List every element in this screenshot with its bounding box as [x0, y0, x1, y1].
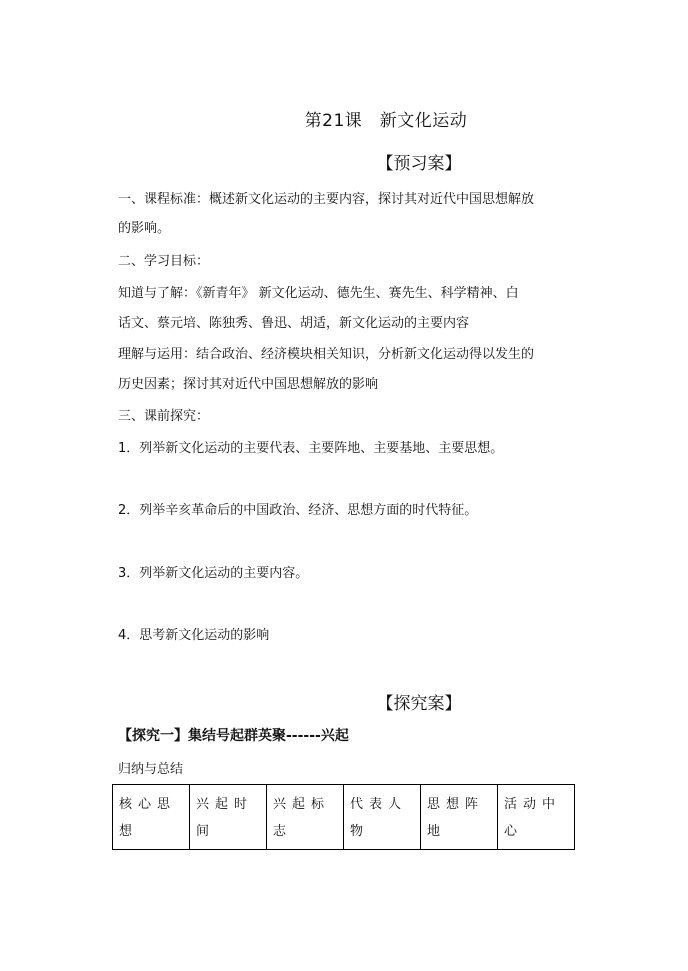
- goal-apply-line-2: 历史因素；探讨其对近代中国思想解放的影响: [118, 377, 379, 392]
- question-2: 2．列举辛亥革命后的中国政治、经济、思想方面的时代特征。: [118, 503, 478, 518]
- header-representatives: 代表人物: [344, 785, 421, 850]
- header-rise-time: 兴起时间: [190, 785, 267, 850]
- course-standard-line-2: 的影响。: [118, 221, 171, 236]
- lesson-title: 第21课 新文化运动: [304, 111, 468, 131]
- goals-heading: 二、学习目标：: [118, 254, 210, 269]
- explore-heading: 三、课前探究：: [118, 409, 210, 424]
- inquiry-one-title: 【探究一】集结号起群英聚------兴起: [118, 728, 349, 744]
- question-3: 3．列举新文化运动的主要内容。: [118, 566, 309, 581]
- header-rise-sign: 兴起标志: [267, 785, 344, 850]
- question-1: 1．列举新文化运动的主要代表、主要阵地、主要基地、主要思想。: [118, 441, 504, 456]
- goal-know-line-2: 话文、蔡元培、陈独秀、鲁迅、胡适，新文化运动的主要内容: [118, 316, 470, 331]
- header-core-thought: 核心思想: [113, 785, 190, 850]
- preview-heading: 【预习案】: [376, 154, 462, 174]
- summary-label: 归纳与总结: [118, 762, 184, 777]
- table-row: [113, 785, 575, 850]
- question-4: 4．思考新文化运动的影响: [118, 628, 270, 643]
- goal-apply-line-1: 理解与运用：结合政治、经济模块相关知识，分析新文化运动得以发生的: [118, 347, 535, 362]
- inquiry-heading: 【探究案】: [376, 694, 462, 714]
- summary-table: [112, 784, 575, 850]
- header-thought-front: 思想阵地: [421, 785, 498, 850]
- header-activity-center: 活动中心: [498, 785, 575, 850]
- course-standard-line-1: 一、课程标准：概述新文化运动的主要内容，探讨其对近代中国思想解放: [118, 192, 535, 207]
- goal-know-line-1: 知道与了解：《新青年》 新文化运动、德先生、赛先生、科学精神、白: [118, 286, 519, 301]
